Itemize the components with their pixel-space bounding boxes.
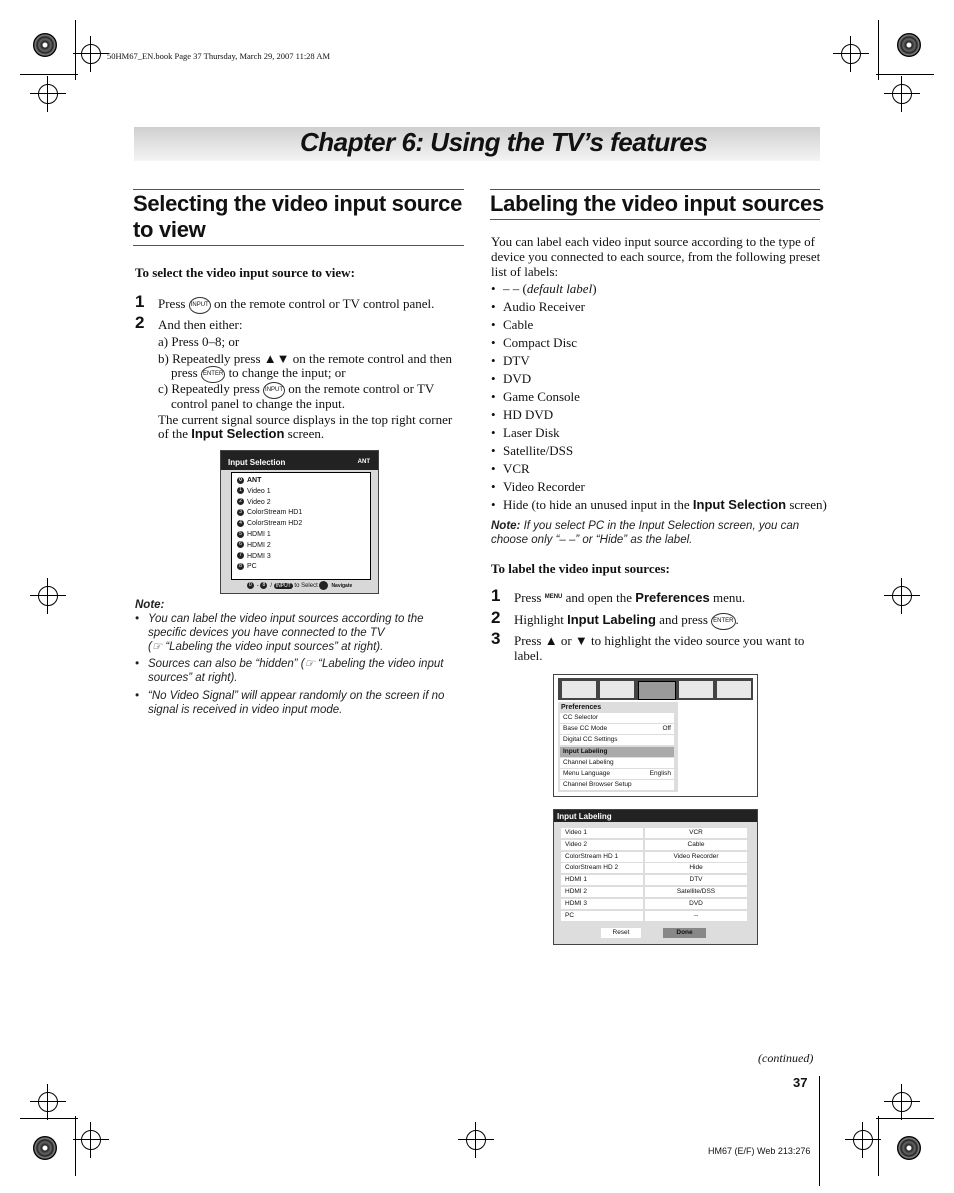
number-badge-icon: 7 (237, 552, 244, 559)
input-list (231, 472, 371, 580)
labeling-row[interactable] (561, 863, 747, 873)
label-cell[interactable]: Hide (645, 863, 747, 873)
step-number: 2 (491, 608, 501, 627)
preferences-menu-item[interactable]: Channel Browser Setup (560, 780, 674, 790)
input-list-item[interactable] (237, 562, 257, 572)
registration-mark (884, 76, 920, 112)
preferences-menu-item[interactable]: Menu Language English (560, 769, 674, 779)
source-cell: PC (561, 911, 643, 921)
label-cell[interactable]: -- (645, 911, 747, 921)
chapter-title: Chapter 6: Using the TV’s features (300, 127, 708, 157)
section-rule (490, 189, 820, 190)
input-list-item[interactable] (237, 519, 302, 529)
setup-menu-icon[interactable] (717, 681, 751, 698)
crop-line (75, 20, 76, 80)
option-c-cont: control panel to change the input. (171, 396, 346, 411)
right-subhead: To label the video input sources: (491, 561, 670, 576)
preferences-menu-item[interactable]: Base CC Mode Off (560, 724, 674, 734)
number-badge-icon: 1 (237, 487, 244, 494)
registration-mark (73, 36, 109, 72)
label-cell[interactable]: DTV (645, 875, 747, 885)
note-label: Note: (135, 599, 165, 611)
source-cell: Video 1 (561, 828, 643, 838)
input-button-icon: INPUT (189, 297, 211, 314)
preferences-menu-item[interactable]: Channel Labeling (560, 758, 674, 768)
input-button-icon: INPUT (263, 382, 285, 399)
source-cell: ColorStream HD 1 (561, 852, 643, 862)
registration-mark (30, 1084, 66, 1120)
preferences-menu-item[interactable]: Digital CC Settings (560, 735, 674, 745)
number-badge-icon: 3 (237, 509, 244, 516)
left-step1: Press INPUT on the remote control or TV control panel. (158, 296, 434, 314)
input-list-item[interactable] (237, 541, 271, 551)
number-badge-icon: 2 (237, 498, 244, 505)
registration-mark (30, 578, 66, 614)
labeling-row[interactable] (561, 875, 747, 885)
input-label: Video 1 (247, 487, 271, 495)
locks-menu-icon[interactable] (679, 681, 713, 698)
enter-button-icon: ENTER (711, 613, 735, 630)
option-b: b) Repeatedly press ▲▼ on the remote control and then (158, 351, 452, 366)
right-step1: Press $^{MENU}$ and open the Preferences menu. (514, 590, 746, 605)
label-cell[interactable]: Satellite/DSS (645, 887, 747, 897)
left-section-title: Selecting the video input source to view (133, 191, 463, 242)
step-number: 3 (491, 629, 501, 648)
registration-mark (845, 1122, 881, 1158)
registration-mark (884, 578, 920, 614)
label-cell[interactable]: DVD (645, 899, 747, 909)
source-cell: HDMI 3 (561, 899, 643, 909)
input-list-item[interactable] (237, 508, 302, 518)
crop-dial-icon (33, 33, 57, 57)
label-cell[interactable]: Cable (645, 840, 747, 850)
input-list-item[interactable] (237, 530, 271, 540)
input-list-item[interactable] (237, 498, 271, 508)
labeling-row[interactable] (561, 828, 747, 838)
number-badge-icon: 8 (237, 563, 244, 570)
reset-button[interactable]: Reset (601, 928, 641, 938)
step-number: 2 (135, 313, 145, 332)
input-label: ColorStream HD1 (247, 509, 303, 517)
registration-mark (458, 1122, 494, 1158)
crop-line (876, 1118, 934, 1119)
print-header-line: 50HM67_EN.book Page 37 Thursday, March 29, 2007 11:28 AM (107, 51, 331, 61)
continued-label: (continued) (758, 1051, 814, 1065)
right-step3: Press ▲ or ▼ to highlight the video source you want to label. (514, 633, 805, 663)
registration-mark (30, 76, 66, 112)
input-button-icon: INPUT (275, 583, 291, 589)
input-label: HDMI 3 (247, 552, 271, 560)
registration-mark (884, 1084, 920, 1120)
screen-title: Input Selection (228, 458, 286, 467)
number-badge-icon: 4 (237, 520, 244, 527)
step-number: 1 (491, 586, 501, 605)
option-b-cont: press ENTER to change the input; or (171, 365, 346, 383)
crop-line (878, 1116, 879, 1176)
input-label: HDMI 2 (247, 541, 271, 549)
number-badge-icon: 6 (237, 541, 244, 548)
source-cell: ColorStream HD 2 (561, 863, 643, 873)
left-step2: And then either: (158, 317, 243, 332)
labeling-row[interactable] (561, 899, 747, 909)
registration-mark (833, 36, 869, 72)
crop-line (876, 74, 934, 75)
menu-button-icon: MENU (544, 594, 563, 600)
label-cell[interactable]: Video Recorder (645, 852, 747, 862)
screen-badge: ANT (357, 459, 370, 465)
navigate-pad-icon (319, 581, 328, 590)
preferences-panel (558, 702, 678, 792)
labeling-row[interactable] (561, 840, 747, 850)
preferences-menu-icon[interactable] (638, 681, 676, 700)
preferences-menu-item[interactable]: Input Labeling (560, 747, 674, 757)
left-subhead: To select the video input source to view: (135, 265, 355, 280)
registration-mark (73, 1122, 109, 1158)
preferences-heading: Preferences (561, 704, 602, 711)
picture-menu-icon[interactable] (562, 681, 596, 698)
option-a: a) Press 0–8; or (158, 334, 240, 349)
section-rule (133, 189, 464, 190)
crop-line (878, 20, 879, 80)
right-section-title: Labeling the video input sources (490, 191, 824, 216)
input-list-item[interactable] (237, 476, 261, 486)
source-cell: HDMI 1 (561, 875, 643, 885)
source-cell: Video 2 (561, 840, 643, 850)
labeling-row[interactable] (561, 887, 747, 897)
audio-menu-icon[interactable] (600, 681, 634, 698)
page-number: 37 (793, 1075, 808, 1090)
labeling-row[interactable] (561, 911, 747, 921)
option-c: c) Repeatedly press INPUT on the remote control or TV (158, 381, 434, 399)
input-label: Video 2 (247, 498, 271, 506)
preferences-screen (553, 674, 758, 797)
right-note: Note: If you select PC in the Input Selection screen, you can choose only “– –” or “Hide” as the label. (491, 520, 800, 546)
crop-line (75, 1116, 76, 1176)
screen-title: Input Labeling (557, 812, 612, 821)
section-rule (133, 245, 464, 246)
current-signal-text-2: of the Input Selection screen. (158, 426, 325, 441)
digit-0-icon: 0 (247, 582, 254, 589)
label-cell[interactable]: VCR (645, 828, 747, 838)
input-label: HDMI 1 (247, 531, 271, 538)
right-step2: Highlight Input Labeling and press ENTER . (514, 612, 739, 630)
input-list-item[interactable] (237, 552, 271, 562)
input-label: ANT (247, 477, 262, 484)
input-label: ColorStream HD2 (247, 520, 303, 528)
footer-code: HM67 (E/F) Web 213:276 (708, 1146, 811, 1156)
labeling-row[interactable] (561, 852, 747, 862)
crop-dial-icon (897, 33, 921, 57)
crop-line (20, 74, 78, 75)
menu-icon-bar (558, 678, 753, 700)
digit-8-icon: 8 (260, 582, 267, 589)
step-number: 1 (135, 292, 145, 311)
input-list-item[interactable] (237, 487, 271, 497)
preferences-menu-item[interactable]: CC Selector (560, 713, 674, 723)
screen-footer: 0 - 8 / INPUT to Select Navigate (221, 580, 378, 593)
enter-button-icon: ENTER (201, 366, 225, 383)
crop-line (20, 1118, 78, 1119)
input-selection-screen (220, 450, 379, 594)
crop-dial-icon (897, 1136, 921, 1160)
crop-dial-icon (33, 1136, 57, 1160)
done-button[interactable]: Done (663, 928, 706, 938)
input-label: PC (247, 563, 257, 571)
source-cell: HDMI 2 (561, 887, 643, 897)
section-rule (490, 219, 820, 220)
intro-text: You can label each video input source according to the type of device you connected to each source, from the following preset list of labels: (491, 234, 821, 279)
crop-line (819, 1076, 820, 1186)
number-badge-icon: 5 (237, 531, 244, 538)
number-badge-icon: 0 (237, 477, 244, 484)
current-signal-text: The current signal source displays in the top right corner (158, 412, 453, 427)
